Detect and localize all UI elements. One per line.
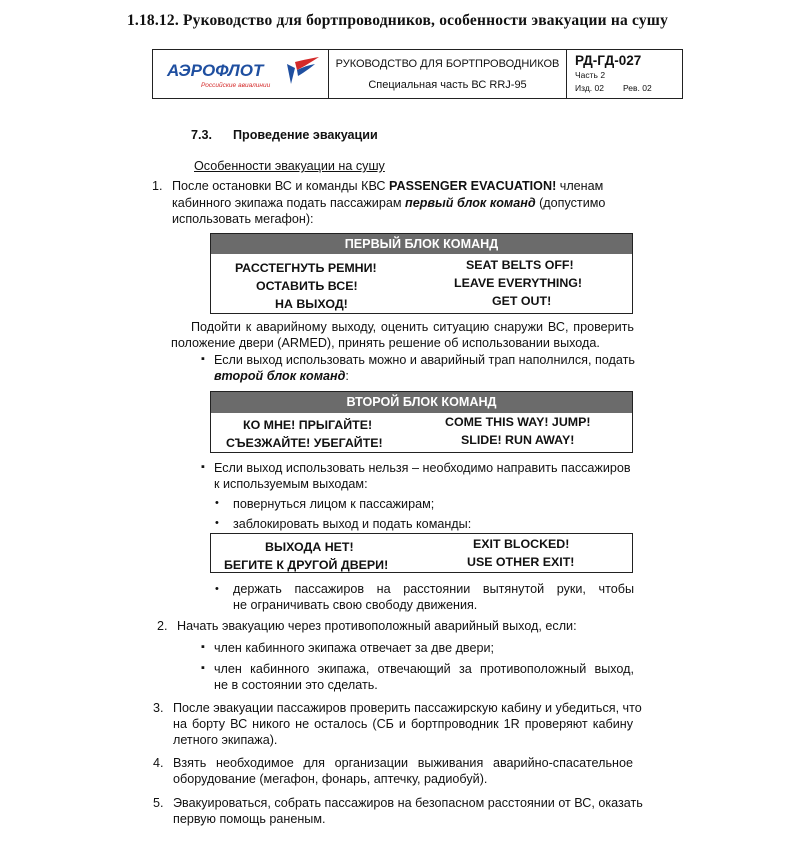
item1-number: 1. xyxy=(152,179,163,193)
second-block-title: ВТОРОЙ БЛОК КОМАНД xyxy=(211,392,632,413)
manual-subtitle: Специальная часть ВС RRJ-95 xyxy=(368,79,527,91)
doc-code: РД-ГД-027 xyxy=(575,53,642,68)
item3-line2: на борту ВС никого не осталось (СБ и бортпроводник 1R проверяют кабину xyxy=(173,717,633,731)
doc-edition: Изд. 02 xyxy=(575,83,604,93)
second-command-block xyxy=(210,391,633,453)
bullet-icon: ▪ xyxy=(201,641,205,653)
section-title: Проведение эвакуации xyxy=(233,128,378,142)
bullet-icon: • xyxy=(215,517,219,529)
item3-line3: летного экипажа). xyxy=(173,733,278,747)
exit-check-line1: Подойти к аварийному выходу, оценить ситуацию снаружи ВС, проверить xyxy=(191,320,634,334)
header-logo-cell xyxy=(153,50,329,98)
bullet-icon: • xyxy=(215,497,219,509)
item4-line2: оборудование (мегафон, фонарь, аптечку, радиобуй). xyxy=(173,772,488,786)
command-en: GET OUT! xyxy=(492,294,552,308)
header-code-cell xyxy=(567,50,682,98)
item5-number: 5. xyxy=(153,796,164,810)
unusable-exit-line1: Если выход использовать нельзя – необходимо направить пассажиров xyxy=(214,461,631,475)
third-command-block xyxy=(210,533,633,573)
command-ru: БЕГИТЕ К ДРУГОЙ ДВЕРИ! xyxy=(224,558,389,572)
item1-line1: После остановки ВС и команды КВС PASSENGER EVACUATION! членам xyxy=(172,179,604,193)
unusable-sub2: заблокировать выход и подать команды: xyxy=(233,517,472,531)
item4-line1: Взять необходимое для организации выживания аварийно-спасательное xyxy=(173,756,633,770)
document-header xyxy=(152,49,683,99)
item5-line1: Эвакуироваться, собрать пассажиров на безопасном расстоянии от ВС, оказать xyxy=(173,796,643,810)
first-command-block xyxy=(210,233,633,314)
logo-text: АЭРОФЛОТ xyxy=(167,61,264,80)
item1-line2: кабинного экипажа подать пассажирам первый блок команд (допустимо xyxy=(172,196,606,210)
command-ru: РАССТЕГНУТЬ РЕМНИ! xyxy=(235,261,377,275)
item5-line2: первую помощь раненым. xyxy=(173,812,326,826)
item2-number: 2. xyxy=(157,619,168,633)
header-title-cell xyxy=(329,50,567,98)
unusable-exit-line2: к используемым выходам: xyxy=(214,477,368,491)
page-heading: 1.18.12. Руководство для бортпроводников, особенности эвакуации на сушу xyxy=(126,12,669,29)
section-subtitle: Особенности эвакуации на сушу xyxy=(194,159,385,173)
command-ru: КО МНЕ! ПРЫГАЙТЕ! xyxy=(243,418,373,432)
unusable-sub1: повернуться лицом к пассажирам; xyxy=(233,497,435,511)
usable-exit-line1: Если выход использовать можно и аварийный трап наполнился, подать xyxy=(214,353,635,367)
command-ru: ОСТАВИТЬ ВСЕ! xyxy=(256,279,358,293)
distance-line1: держать пассажиров на расстоянии вытянутой руки, чтобы xyxy=(233,582,634,596)
command-en: SEAT BELTS OFF! xyxy=(466,258,574,272)
command-en: EXIT BLOCKED! xyxy=(473,537,570,551)
item2-text: Начать эвакуацию через противоположный аварийный выход, если: xyxy=(177,619,577,633)
command-ru: НА ВЫХОД! xyxy=(275,297,348,311)
exit-check-line2: положение двери (ARMED), принять решение об использовании выхода. xyxy=(171,336,600,350)
command-en: LEAVE EVERYTHING! xyxy=(454,276,583,290)
bullet-icon: ▪ xyxy=(201,662,205,674)
item2-sub2-line1: член кабинного экипажа, отвечающий за противоположный выход, xyxy=(214,662,634,676)
item1-line3: использовать мегафон): xyxy=(172,212,314,226)
item2-sub1: член кабинного экипажа отвечает за две двери; xyxy=(214,641,495,655)
command-en: USE OTHER EXIT! xyxy=(467,555,575,569)
bullet-icon: ▪ xyxy=(201,461,205,473)
logo-subtext: Российские авиалинии xyxy=(201,82,271,89)
bullet-icon: ▪ xyxy=(201,353,205,365)
doc-revision: Рев. 02 xyxy=(623,83,652,93)
command-en: SLIDE! RUN AWAY! xyxy=(461,433,575,447)
item2-sub2-line2: не в состоянии это сделать. xyxy=(214,678,378,692)
command-ru: ВЫХОДА НЕТ! xyxy=(265,540,354,554)
doc-part: Часть 2 xyxy=(575,70,606,80)
item3-line1: После эвакуации пассажиров проверить пассажирскую кабину и убедиться, что xyxy=(173,701,642,715)
distance-line2: не ограничивать свою свободу движения. xyxy=(233,598,478,612)
command-ru: СЪЕЗЖАЙТЕ! УБЕГАЙТЕ! xyxy=(226,436,383,450)
section-number: 7.3. xyxy=(191,128,213,142)
first-block-title: ПЕРВЫЙ БЛОК КОМАНД xyxy=(211,234,632,254)
aeroflot-logo xyxy=(157,54,325,96)
manual-title: РУКОВОДСТВО ДЛЯ БОРТПРОВОДНИКОВ xyxy=(335,58,560,70)
item3-number: 3. xyxy=(153,701,164,715)
item4-number: 4. xyxy=(153,756,164,770)
command-en: COME THIS WAY! JUMP! xyxy=(445,415,591,429)
bullet-icon: • xyxy=(215,583,219,595)
usable-exit-line2: второй блок команд: xyxy=(214,369,349,383)
